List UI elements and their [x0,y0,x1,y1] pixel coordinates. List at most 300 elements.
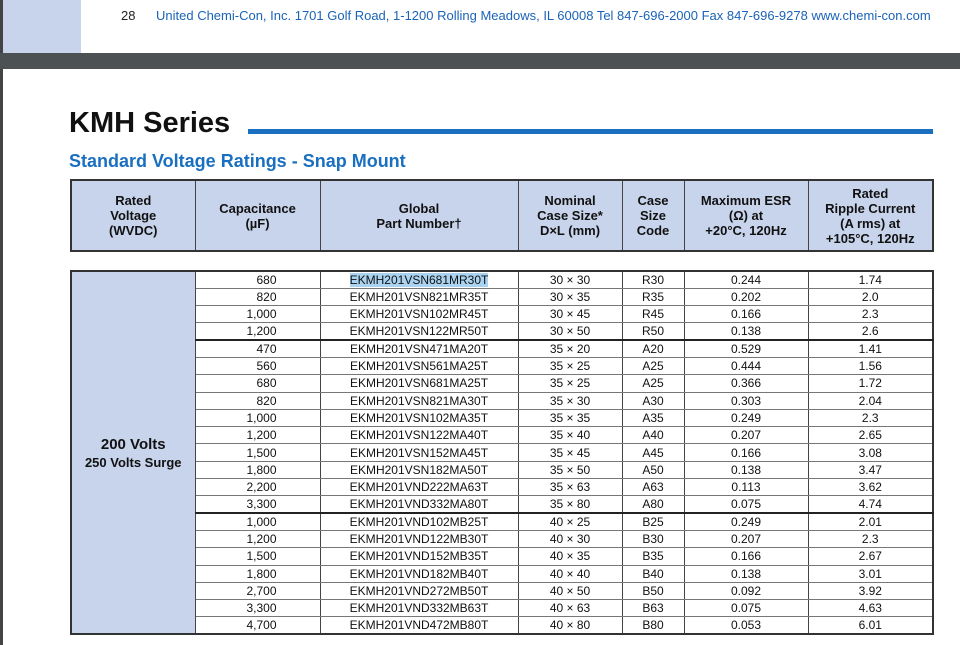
part-number-value[interactable]: EKMH201VSN182MA50T [349,462,489,477]
cell-esr [684,306,808,323]
cell-ripple [808,582,933,599]
header-line: Case Size* [537,208,603,223]
cell-part-number[interactable] [320,582,518,599]
cell-ripple [808,444,933,461]
cell-esr [684,582,808,599]
cell-part-number[interactable] [320,340,518,357]
cell-case-code [622,548,684,565]
esr-value: 0.366 [730,376,762,391]
cell-ripple [808,565,933,582]
cell-case-code [622,340,684,357]
header-line: (Ω) at [728,208,764,223]
cell-case-size [518,479,622,496]
esr-value: 0.138 [730,324,762,339]
cell-esr [684,323,808,340]
part-number-value[interactable]: EKMH201VSN821MR35T [349,289,489,304]
cell-part-number[interactable] [320,375,518,392]
table-row [71,375,933,392]
cell-ripple [808,306,933,323]
ripple-value: 1.74 [858,272,882,287]
cell-capacitance [195,513,320,530]
column-header-capacitance [195,180,320,251]
cell-case-size [518,548,622,565]
part-number-value[interactable]: EKMH201VND272MB50T [349,583,489,598]
table-row [71,409,933,426]
cell-case-code [622,271,684,288]
ripple-value: 3.01 [858,566,882,581]
ripple-value: 4.63 [858,601,882,616]
part-number-value[interactable]: EKMH201VND122MB30T [349,532,489,547]
cell-part-number[interactable] [320,306,518,323]
capacitance-value: 3,300 [246,601,277,616]
case-size-value: 35 × 80 [549,497,591,512]
cell-capacitance [195,548,320,565]
cell-ripple [808,357,933,374]
cell-part-number[interactable] [320,461,518,478]
part-number-value[interactable]: EKMH201VSN681MR30T [349,272,489,287]
case-size-value: 35 × 25 [549,359,591,374]
cell-ripple [808,479,933,496]
case-code-value: A50 [642,462,664,477]
esr-value: 0.075 [730,497,762,512]
case-code-value: A40 [642,428,664,443]
case-size-value: 40 × 25 [549,515,591,530]
ripple-value: 1.56 [858,359,882,374]
esr-value: 0.138 [730,462,762,477]
part-number-value[interactable]: EKMH201VSN122MR50T [349,324,489,339]
table-row [71,427,933,444]
table-row [71,513,933,530]
case-code-value: A63 [642,480,664,495]
case-code-value: A20 [642,342,664,357]
part-number-value[interactable]: EKMH201VND472MB80T [349,618,489,633]
table-row [71,444,933,461]
page-gap [0,53,960,69]
cell-part-number[interactable] [320,271,518,288]
cell-ripple [808,513,933,530]
column-header-max-esr [684,180,808,251]
capacitance-value: 1,800 [246,462,277,477]
cell-case-size [518,617,622,634]
case-code-value: R35 [641,289,664,304]
cell-part-number[interactable] [320,548,518,565]
case-size-value: 35 × 35 [549,411,591,426]
ripple-value: 2.0 [861,289,879,304]
ratings-table [70,270,934,635]
capacitance-value: 1,200 [246,324,277,339]
part-number-value[interactable]: EKMH201VSN821MA30T [349,393,489,408]
cell-part-number[interactable] [320,427,518,444]
header-line: (WVDC) [109,223,158,238]
header-line: Capacitance [219,200,296,216]
case-code-value: A35 [642,411,664,426]
capacitance-value: 680 [256,272,277,287]
esr-value: 0.207 [730,532,762,547]
header-line: (µF) [245,215,270,231]
cell-esr [684,617,808,634]
cell-capacitance [195,392,320,409]
cell-part-number[interactable] [320,600,518,617]
capacitance-value: 1,200 [246,428,277,443]
cell-capacitance [195,288,320,305]
cell-case-size [518,600,622,617]
cell-esr [684,288,808,305]
table-row [71,548,933,565]
table-row [71,392,933,409]
capacitance-value: 820 [256,289,277,304]
part-number-value[interactable]: EKMH201VSN102MA35T [349,411,489,426]
ripple-value: 3.92 [858,583,882,598]
case-code-value: R45 [641,307,664,322]
cell-capacitance [195,427,320,444]
header-line: Ripple Current [825,200,916,216]
voltage-surge: 250 Volts Surge [84,454,182,470]
part-number-value[interactable]: EKMH201VSN122MA40T [349,428,489,443]
case-code-value: B63 [642,601,664,616]
part-number-value[interactable]: EKMH201VSN561MA25T [349,359,489,374]
case-size-value: 35 × 50 [549,462,591,477]
capacitance-value: 3,300 [246,497,277,512]
cell-capacitance [195,461,320,478]
header-line: Part Number† [376,215,462,231]
cell-part-number[interactable] [320,617,518,634]
cell-case-size [518,513,622,530]
header-line: Rated [852,185,889,201]
esr-value: 0.166 [730,549,762,564]
case-size-value: 35 × 30 [549,393,591,408]
cell-capacitance [195,306,320,323]
table-row [71,357,933,374]
capacitance-value: 1,000 [246,411,277,426]
cell-case-size [518,582,622,599]
cell-ripple [808,548,933,565]
part-number-value[interactable]: EKMH201VND182MB40T [349,566,489,581]
case-code-value: A80 [642,497,664,512]
cell-part-number[interactable] [320,479,518,496]
capacitance-value: 1,800 [246,566,277,581]
column-header-rated-voltage [71,180,195,251]
header-line: Size [639,208,666,223]
cell-part-number[interactable] [320,357,518,374]
case-code-value: A25 [642,359,664,374]
header-line: +105°C, 120Hz [825,230,915,246]
cell-ripple [808,600,933,617]
cell-esr [684,392,808,409]
page-margin-tab [3,0,81,53]
cell-ripple [808,461,933,478]
cell-case-size [518,427,622,444]
case-code-value: R50 [641,324,664,339]
capacitance-value: 1,500 [246,549,277,564]
header-line: +20°C, 120Hz [705,223,787,238]
cell-case-code [622,357,684,374]
cell-part-number[interactable] [320,513,518,530]
cell-case-size [518,444,622,461]
cell-case-size [518,288,622,305]
ripple-value: 2.6 [861,324,879,339]
esr-value: 0.244 [730,272,762,287]
cell-esr [684,548,808,565]
cell-esr [684,565,808,582]
part-number-value[interactable]: EKMH201VSN152MA45T [349,445,489,460]
cell-esr [684,427,808,444]
cell-esr [684,600,808,617]
part-number-value[interactable]: EKMH201VND332MA80T [349,497,489,512]
column-header-case-size [518,180,622,251]
cell-case-size [518,271,622,288]
cell-ripple [808,323,933,340]
section-subtitle: Standard Voltage Ratings - Snap Mount [69,151,406,171]
header-line: Code [636,223,670,238]
cell-part-number[interactable] [320,392,518,409]
cell-case-code [622,600,684,617]
cell-case-size [518,530,622,547]
cell-case-code [622,461,684,478]
cell-part-number[interactable] [320,565,518,582]
case-code-value: B35 [642,549,664,564]
cell-case-size [518,306,622,323]
esr-value: 0.138 [730,566,762,581]
cell-ripple [808,530,933,547]
part-number-value[interactable]: EKMH201VND152MB35T [349,549,489,564]
ripple-value: 3.47 [858,462,882,477]
table-row [71,323,933,340]
column-header-part-number [320,180,518,251]
case-size-value: 30 × 45 [549,307,591,322]
cell-ripple [808,288,933,305]
header-line: Rated [115,193,152,208]
table-row [71,530,933,547]
cell-case-size [518,357,622,374]
ripple-value: 1.72 [858,376,882,391]
cell-esr [684,409,808,426]
cell-case-size [518,323,622,340]
case-code-value: R30 [641,272,664,287]
esr-value: 0.207 [730,428,762,443]
cell-esr [684,357,808,374]
capacitance-value: 4,700 [246,618,277,633]
case-code-value: B80 [642,618,664,633]
cell-case-code [622,565,684,582]
capacitance-value: 2,700 [246,583,277,598]
cell-case-size [518,565,622,582]
capacitance-value: 2,200 [246,480,277,495]
case-code-value: A25 [642,376,664,391]
part-number-value[interactable]: EKMH201VSN102MR45T [349,307,489,322]
cell-capacitance [195,582,320,599]
cell-esr [684,340,808,357]
case-size-value: 40 × 80 [549,618,591,633]
cell-ripple [808,340,933,357]
case-code-value: B25 [642,515,664,530]
esr-value: 0.166 [730,307,762,322]
voltage-cell [71,271,195,634]
cell-capacitance [195,271,320,288]
ripple-value: 4.74 [858,497,882,512]
cell-ripple [808,375,933,392]
table-row [71,271,933,288]
cell-case-code [622,427,684,444]
esr-value: 0.113 [731,480,761,495]
case-size-value: 40 × 50 [549,583,591,598]
case-size-value: 30 × 30 [549,272,591,287]
previous-page-footer [0,0,960,53]
cell-case-code [622,444,684,461]
esr-value: 0.249 [730,515,762,530]
ripple-value: 2.04 [858,393,882,408]
cell-esr [684,271,808,288]
header-line: Maximum ESR [700,193,792,208]
capacitance-value: 680 [256,376,277,391]
ripple-value: 2.65 [858,428,882,443]
ripple-value: 2.3 [861,532,879,547]
cell-case-code [622,409,684,426]
cell-capacitance [195,617,320,634]
esr-value: 0.092 [730,583,762,598]
table-row [71,600,933,617]
esr-value: 0.075 [730,601,762,616]
cell-esr [684,513,808,530]
cell-case-code [622,323,684,340]
ripple-value: 3.62 [858,480,882,495]
cell-case-code [622,306,684,323]
case-size-value: 40 × 30 [549,532,591,547]
header-line: Case [637,193,669,208]
cell-case-code [622,392,684,409]
capacitance-value: 820 [256,393,277,408]
part-number-value[interactable]: EKMH201VND102MB25T [349,515,489,530]
case-code-value: B50 [642,583,664,598]
cell-ripple [808,392,933,409]
header-line: Voltage [110,208,157,223]
table-row [71,565,933,582]
cell-case-size [518,392,622,409]
cell-part-number[interactable] [320,323,518,340]
table-row [71,582,933,599]
ripple-value: 2.67 [858,549,882,564]
cell-ripple [808,271,933,288]
header-line: (A rms) at [840,215,901,231]
cell-case-code [622,617,684,634]
cell-esr [684,375,808,392]
cell-case-code [622,530,684,547]
cell-part-number[interactable] [320,288,518,305]
cell-case-size [518,409,622,426]
case-size-value: 40 × 63 [549,601,591,616]
ripple-value: 6.01 [858,618,882,633]
cell-case-code [622,479,684,496]
cell-esr [684,479,808,496]
capacitance-value: 1,000 [246,515,277,530]
cell-case-code [622,496,684,513]
cell-ripple [808,617,933,634]
series-title: KMH Series [69,107,231,139]
case-code-value: B30 [642,532,664,547]
cell-esr [684,461,808,478]
cell-capacitance [195,530,320,547]
case-size-value: 35 × 45 [549,445,591,460]
table-row [71,617,933,634]
company-address: United Chemi-Con, Inc. 1701 Golf Road, 1-1200 Rolling Meadows, IL 60008 Tel 847-696-2000 Fax 847-696-9278 www.chemi-con.com [156,8,931,23]
cell-capacitance [195,444,320,461]
table-row [71,479,933,496]
esr-value: 0.444 [730,359,762,374]
cell-capacitance [195,496,320,513]
case-code-value: A30 [642,393,664,408]
cell-part-number[interactable] [320,530,518,547]
cell-case-size [518,375,622,392]
ripple-value: 3.08 [858,445,882,460]
cell-part-number[interactable] [320,496,518,513]
capacitance-value: 560 [256,359,277,374]
cell-case-size [518,340,622,357]
esr-value: 0.529 [730,342,762,357]
capacitance-value: 470 [256,342,277,357]
capacitance-value: 1,000 [246,307,277,322]
cell-capacitance [195,409,320,426]
esr-value: 0.053 [730,618,762,633]
cell-case-code [622,288,684,305]
voltage-rating: 200 Volts [100,435,166,453]
cell-part-number[interactable] [320,409,518,426]
cell-part-number[interactable] [320,444,518,461]
table-row [71,496,933,513]
cell-esr [684,444,808,461]
case-size-value: 35 × 63 [549,480,591,495]
header-line: Nominal [544,193,596,208]
header-line: D×L (mm) [539,223,601,238]
cell-ripple [808,427,933,444]
cell-case-size [518,461,622,478]
case-size-value: 35 × 25 [549,376,591,391]
case-size-value: 30 × 35 [549,289,591,304]
cell-capacitance [195,357,320,374]
part-number-value[interactable]: EKMH201VND222MA63T [349,480,489,495]
header-line: Global [398,200,440,216]
esr-value: 0.166 [730,445,762,460]
cell-ripple [808,496,933,513]
table-row [71,461,933,478]
case-size-value: 35 × 20 [549,342,591,357]
page-number: 28 [121,8,136,23]
cell-case-code [622,375,684,392]
cell-capacitance [195,340,320,357]
cell-esr [684,530,808,547]
ripple-value: 1.41 [858,342,882,357]
cell-case-code [622,582,684,599]
cell-case-code [622,513,684,530]
esr-value: 0.249 [730,411,762,426]
part-number-value[interactable]: EKMH201VSN471MA20T [349,342,489,357]
cell-capacitance [195,565,320,582]
cell-capacitance [195,600,320,617]
case-size-value: 35 × 40 [549,428,591,443]
case-size-value: 40 × 35 [549,549,591,564]
case-size-value: 30 × 50 [549,324,591,339]
capacitance-value: 1,500 [246,445,277,460]
case-code-value: B40 [642,566,664,581]
part-number-value[interactable]: EKMH201VSN681MA25T [349,376,489,391]
ripple-value: 2.3 [861,411,879,426]
case-code-value: A45 [642,445,664,460]
esr-value: 0.303 [730,393,762,408]
table-row [71,306,933,323]
ratings-table-header [70,179,934,252]
cell-capacitance [195,479,320,496]
cell-case-size [518,496,622,513]
cell-esr [684,496,808,513]
part-number-value[interactable]: EKMH201VND332MB63T [349,601,489,616]
